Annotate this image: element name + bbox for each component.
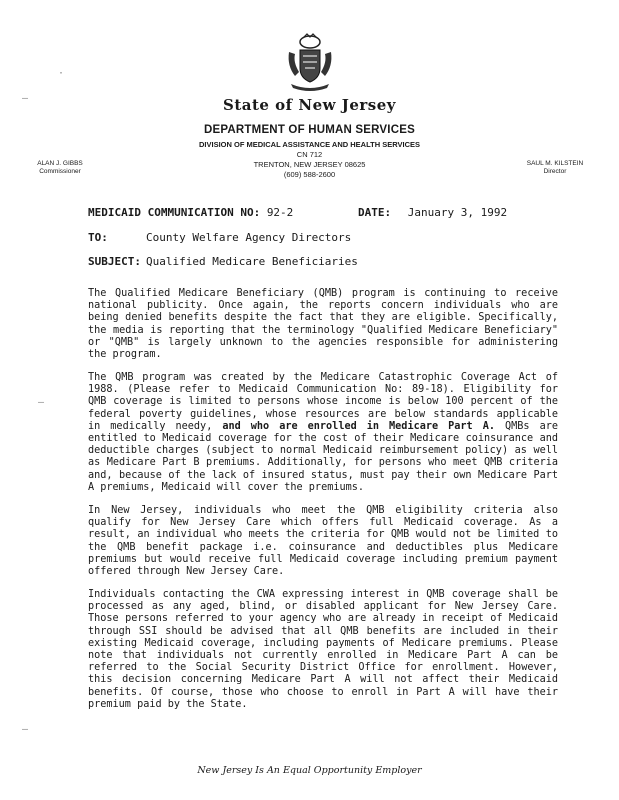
director-block [520,160,590,176]
commissioner-title: Commissioner [39,168,81,175]
to-value: County Welfare Agency Directors [146,231,352,244]
scan-mark: – [22,93,29,104]
to-line [88,231,351,245]
scan-mark: – [38,397,45,408]
date-label: DATE: [358,206,392,219]
footer-eoe: New Jersey Is An Equal Opportunity Employer [197,765,422,776]
paragraph-2 [88,372,558,494]
division-name: DIVISION OF MEDICAL ASSISTANCE AND HEALTH SERVICES [199,140,420,149]
director-title: Director [543,168,567,175]
paragraph-2-text-b: QMBs are entitled to Medicaid coverage for the cost of their Medicare coinsurance and deductible charges (subject to normal Medicaid reimbursement policy) as well as Medicare Part B premiums. Additionally, for persons who meet QMB criteria and, because of the lack of insured status, must pay their own Medicare Part A premiums, Medicaid will cover the premiums. [88,420,558,493]
paragraph-2-emphasis: and who are enrolled in Medicare Part A. [222,420,495,432]
scan-mark: · [58,68,65,79]
paragraph-1: The Qualified Medicare Beneficiary (QMB) program is continuing to receive national publicity. Once again, the reports concern individuals who are being denied benefits despite the fact that they are eligible. Specifically, the media is reporting that the terminology "Qualified Medicare Beneficiary" or "QMB" is largely unknown to the agencies responsible for administering the program. [88,288,558,361]
state-seal [283,32,337,94]
scan-mark: – [22,724,29,735]
commissioner-block [30,160,90,176]
phone-line: (609) 588-2600 [283,170,336,179]
paragraph-2-text-a: The QMB program was created by the Medicare Catastrophic Coverage Act of 1988. (Please refer to Medicaid Communication No: 89-18). Eligibility for QMB coverage is limited to persons whose income is below 100 percent of the federal poverty guidelines, whose resources are below standards applicable in medically needy, [88,372,558,432]
subject-label: SUBJECT: [88,255,141,268]
subject-line [88,255,358,269]
commissioner-name: ALAN J. GIBBS [37,160,83,167]
paragraph-3: In New Jersey, individuals who meet the QMB eligibility criteria also qualify for New Jersey Care which offers full Medicaid coverage. As a result, an individual who meets the criteria for QMB would not be limited to the QMB benefit package i.e. coinsurance and deductibles plus Medicare premiums but would receive full Medicaid coverage including premium payment offered through New Jersey Care. [88,505,558,578]
cn-line: CN 712 [296,150,323,159]
communication-number: 92-2 [266,206,294,219]
communication-line [88,206,293,220]
subject-value: Qualified Medicare Beneficiaries [146,255,358,268]
state-title: State of New Jersey [223,96,396,114]
date-value: January 3, 1992 [407,206,508,219]
paragraph-4: Individuals contacting the CWA expressing interest in QMB coverage shall be processed as any aged, blind, or disabled applicant for New Jersey Care. Those persons referred to your agency who are already in receipt of Medicaid through SSI should be advised that all QMB benefits are included in their existing Medicaid coverage, including payments of Medicare premiums. Please note that individuals not currently enrolled in Medicare Part A can be referred to the Social Security District Office for enrollment. However, this decision concerning Medicare Part A will not affect their Medicaid benefits. Of course, those who choose to enroll in Part A will have their premium paid by the State. [88,589,558,710]
department-name: DEPARTMENT OF HUMAN SERVICES [204,124,415,136]
to-label: TO: [88,231,108,244]
address-line: TRENTON, NEW JERSEY 08625 [253,160,366,169]
communication-label: MEDICAID COMMUNICATION NO: [88,206,261,219]
director-name: SAUL M. KILSTEIN [526,160,584,167]
date-line [358,206,507,220]
